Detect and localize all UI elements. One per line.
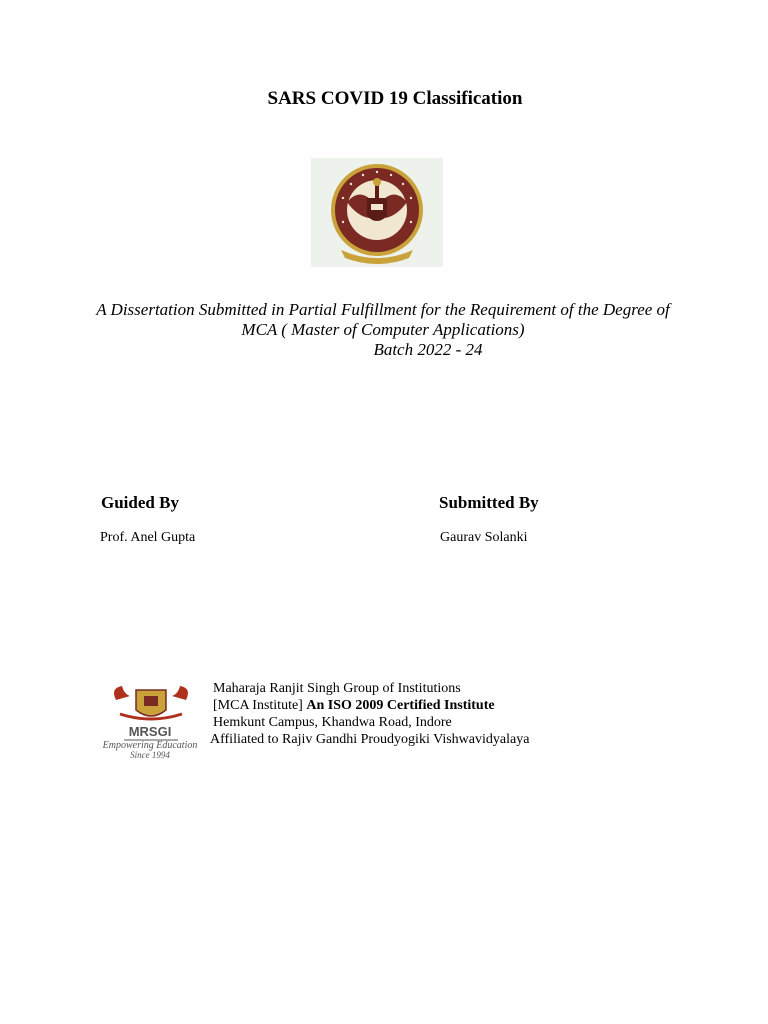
submitted-by-heading: Submitted By xyxy=(439,493,539,512)
guided-by-heading: Guided By xyxy=(101,493,179,512)
iso-certification: An ISO 2009 Certified Institute xyxy=(306,698,495,713)
student-name: Gaurav Solanki xyxy=(440,530,528,545)
guide-name: Prof. Anel Gupta xyxy=(100,530,196,545)
svg-text:MRSGI: MRSGI xyxy=(128,724,172,739)
mrsgi-logo-icon xyxy=(90,680,212,762)
institute-type: [MCA Institute] xyxy=(213,698,307,713)
institute-campus: Hemkunt Campus, Khandwa Road, Indore xyxy=(213,715,452,730)
dissertation-statement xyxy=(40,300,726,360)
document-title: SARS COVID 19 Classification xyxy=(267,88,523,109)
university-seal-icon xyxy=(311,158,443,267)
svg-text:Since 1994: Since 1994 xyxy=(130,750,170,760)
batch-line: Batch 2022 - 24 xyxy=(373,340,483,359)
institute-address-block xyxy=(210,680,529,748)
institute-iso-line xyxy=(210,697,529,714)
institute-name: Maharaja Ranjit Singh Group of Institutions xyxy=(213,681,461,696)
institute-affiliation: Affiliated to Rajiv Gandhi Proudyogiki Vishwavidyalaya xyxy=(210,732,530,747)
dissertation-line-1: A Dissertation Submitted in Partial Fulfillment for the Requirement of the Degree of xyxy=(96,300,670,319)
svg-text:Empowering Education: Empowering Education xyxy=(102,740,198,751)
dissertation-line-2: MCA ( Master of Computer Applications) xyxy=(241,320,525,339)
